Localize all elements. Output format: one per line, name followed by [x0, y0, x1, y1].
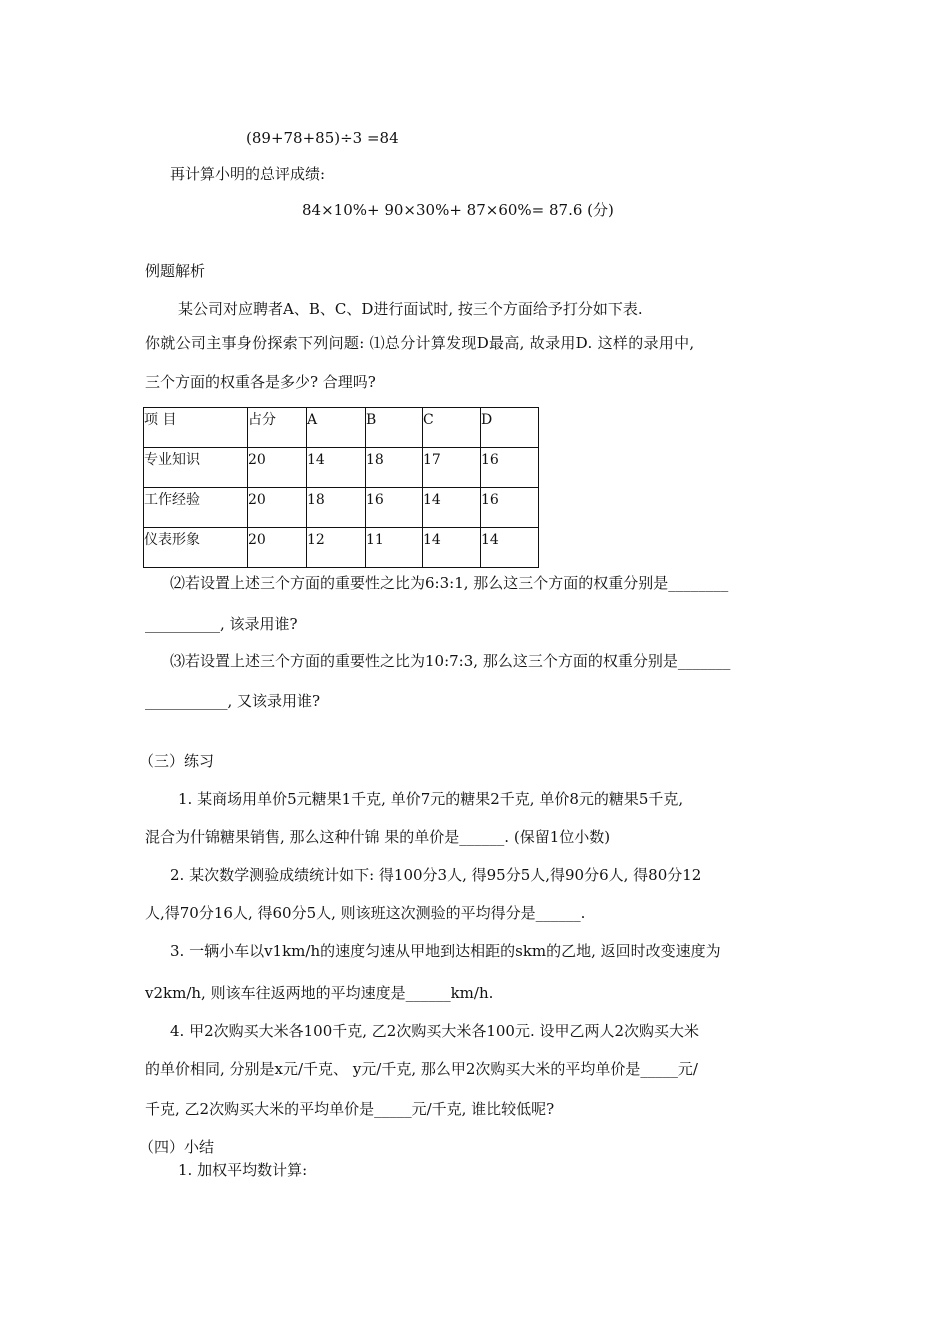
- table-cell: 20: [248, 488, 307, 528]
- table-row: [144, 448, 539, 488]
- practice-4-line-1: 4. 甲2次购买大米各100千克, 乙2次购买大米各100元. 设甲乙两人2次购买大米: [170, 1022, 700, 1040]
- table-cell: 14: [481, 528, 539, 568]
- calc-intro-line: 再计算小明的总评成绩:: [170, 165, 326, 183]
- table-cell: 18: [366, 448, 423, 488]
- table-cell: 17: [423, 448, 481, 488]
- question-2-line-2: __________, 该录用谁?: [145, 615, 298, 633]
- question-2-line-1: ⑵若设置上述三个方面的重要性之比为6:3:1, 那么这三个方面的权重分别是________: [170, 574, 729, 592]
- table-header-cell: B: [366, 408, 423, 448]
- table-cell: 专业知识: [144, 448, 248, 488]
- table-cell: 16: [481, 448, 539, 488]
- practice-4-line-3: 千克, 乙2次购买大米的平均单价是_____元/千克, 谁比较低呢?: [145, 1100, 555, 1118]
- table-row: [144, 528, 539, 568]
- table-cell: 20: [248, 528, 307, 568]
- table-header-cell: A: [307, 408, 366, 448]
- example-heading: 例题解析: [145, 262, 206, 280]
- table-cell: 16: [481, 488, 539, 528]
- table-header-cell: D: [481, 408, 539, 448]
- table-header-cell: 占分: [248, 408, 307, 448]
- score-table: [143, 407, 539, 568]
- table-cell: 14: [423, 528, 481, 568]
- practice-1-line-1: 1. 某商场用单价5元糖果1千克, 单价7元的糖果2千克, 单价8元的糖果5千克,: [178, 790, 684, 808]
- table-cell: 11: [366, 528, 423, 568]
- calc-weighted-line: 84×10%+ 90×30%+ 87×60%= 87.6 (分): [302, 201, 614, 219]
- example-intro: 某公司对应聘者A、B、C、D进行面试时, 按三个方面给予打分如下表.: [178, 300, 643, 318]
- question-1-line-2: 三个方面的权重各是多少? 合理吗?: [145, 373, 376, 391]
- question-3-line-2: ___________, 又该录用谁?: [145, 692, 321, 710]
- table-cell: 仪表形象: [144, 528, 248, 568]
- table-cell: 16: [366, 488, 423, 528]
- table-header-cell: C: [423, 408, 481, 448]
- summary-item-1: 1. 加权平均数计算:: [178, 1161, 308, 1179]
- table-header-cell: 项 目: [144, 408, 248, 448]
- table-cell: 14: [423, 488, 481, 528]
- table-cell: 20: [248, 448, 307, 488]
- practice-4-line-2: 的单价相同, 分别是x元/千克、 y元/千克, 那么甲2次购买大米的平均单价是_____元/: [145, 1060, 698, 1078]
- practice-3-line-1: 3. 一辆小车以v1km/h的速度匀速从甲地到达相距的skm的乙地, 返回时改变速度为: [170, 942, 721, 960]
- table-cell: 12: [307, 528, 366, 568]
- practice-2-line-2: 人,得70分16人, 得60分5人, 则该班这次测验的平均得分是______.: [145, 904, 586, 922]
- table-row: [144, 488, 539, 528]
- table-cell: 工作经验: [144, 488, 248, 528]
- practice-1-line-2: 混合为什锦糖果销售, 那么这种什锦 果的单价是______. (保留1位小数): [145, 828, 611, 846]
- practice-2-line-1: 2. 某次数学测验成绩统计如下: 得100分3人, 得95分5人,得90分6人, 得80分12: [170, 866, 702, 884]
- table-cell: 18: [307, 488, 366, 528]
- table-cell: 14: [307, 448, 366, 488]
- question-1-line-1: 你就公司主事身份探索下列问题: ⑴总分计算发现D最高, 故录用D. 这样的录用中,: [145, 334, 695, 352]
- practice-3-line-2: v2km/h, 则该车往返两地的平均速度是______km/h.: [145, 984, 494, 1002]
- summary-heading: （四）小结: [139, 1138, 215, 1156]
- calc-average-line: (89+78+85)÷3 =84: [246, 129, 399, 147]
- question-3-line-1: ⑶若设置上述三个方面的重要性之比为10:7:3, 那么这三个方面的权重分别是_______: [170, 652, 731, 670]
- table-header-row: [144, 408, 539, 448]
- practice-heading: （三）练习: [139, 752, 215, 770]
